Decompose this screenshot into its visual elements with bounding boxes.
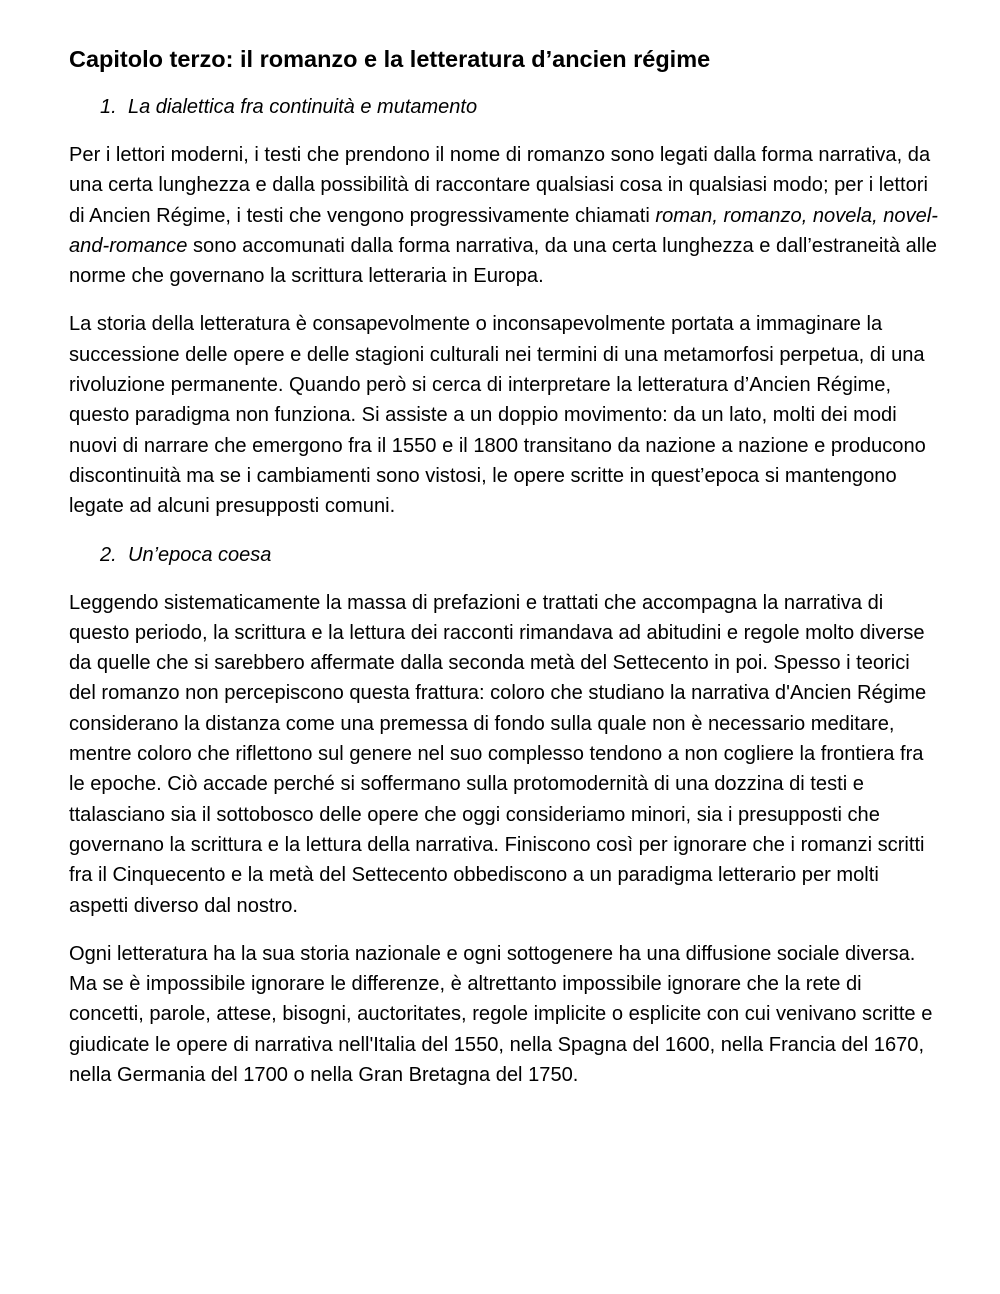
paragraph-4: Ogni letteratura ha la sua storia nazionale e ogni sottogenere ha una diffusione sociale diversa. Ma se è impossibile ignorare le differenze, è altrettanto impossibile ignorare che la rete di concetti, parole, attese, bisogni, auctoritates, regole implicite o esplicite con cui venivano scritte e giudicate le opere di narrativa nell'Italia del 1550, nella Spagna del 1600, nella Francia del 1670, nella Germania del 1700 o nella Gran Bretagna del 1750. xyxy=(69,942,933,1087)
paragraph-2: La storia della letteratura è consapevolmente o inconsapevolmente portata a immaginare la successione delle opere e delle stagioni culturali nei termini di una metamorfosi perpetua, di una rivoluzione permanente. Quando però si cerca di interpretare la letteratura d’Ancien Régime, questo paradigma non funziona. Si assiste a un doppio movimento: da un lato, molti dei modi nuovi di narrare che emergono fra il 1550 e il 1800 transitano da nazione a nazione e producono discontinuità ma se i cambiamenti sono vistosi, le opere scritte in quest’epoca si mantengono legate ad alcuni presupposti comuni. xyxy=(69,313,926,518)
section-number: 1. xyxy=(100,96,117,118)
paragraph-3: Leggendo sistematicamente la massa di prefazioni e trattati che accompagna la narrativa di questo periodo, la scrittura e la lettura dei racconti rimandava ad abitudini e regole molto diverse da quelle che si sarebbero affermate dalla seconda metà del Settecento in poi. Spesso i teorici del romanzo non percepiscono questa frattura: coloro che studiano la narrativa d'Ancien Régime considerano la distanza come una premessa di fondo sulla quale non è necessario meditare, mentre coloro che riflettono sul genere nel suo complesso tendono a non cogliere la frontiera fra le epoche. Ciò accade perché si soffermano sulla protomodernità di una dozzina di testi e ttalasciano sia il sottobosco delle opere che oggi consideriamo minori, sia i presupposti che governano la scrittura e la lettura della narrativa. Finiscono così per ignorare che i romanzi scritti fra il Cinquecento e la metà del Settecento obbediscono a un paradigma letterario per molti aspetti diverso dal nostro. xyxy=(69,591,927,917)
emphasized-text: roman, romanzo, novela, novel-and-romance xyxy=(69,204,938,257)
paragraph-1 xyxy=(69,140,939,291)
chapter-title: Capitolo terzo: il romanzo e la letteratura d’ancien régime xyxy=(69,46,711,72)
section-title: Un’epoca coesa xyxy=(128,543,272,566)
section-title: La dialettica fra continuità e mutamento xyxy=(128,96,478,118)
section-number: 2. xyxy=(100,543,117,566)
paragraph-text: sono accomunati dalla forma narrativa, da una certa lunghezza e dall’estraneità alle norme che governano la scrittura letteraria in Europa. xyxy=(69,234,937,288)
section-heading-2 xyxy=(69,540,939,570)
section-heading-1 xyxy=(69,92,939,122)
paragraph-text: Per i lettori moderni, i testi che prendono il nome di romanzo sono legati dalla forma narrativa, da una certa lunghezza e dalla possibilità di raccontare qualsiasi cosa in qualsiasi modo; per i lettori di Ancien Régime, i testi che vengono progressivamente chiamati xyxy=(69,144,931,227)
document-page xyxy=(69,44,939,1108)
